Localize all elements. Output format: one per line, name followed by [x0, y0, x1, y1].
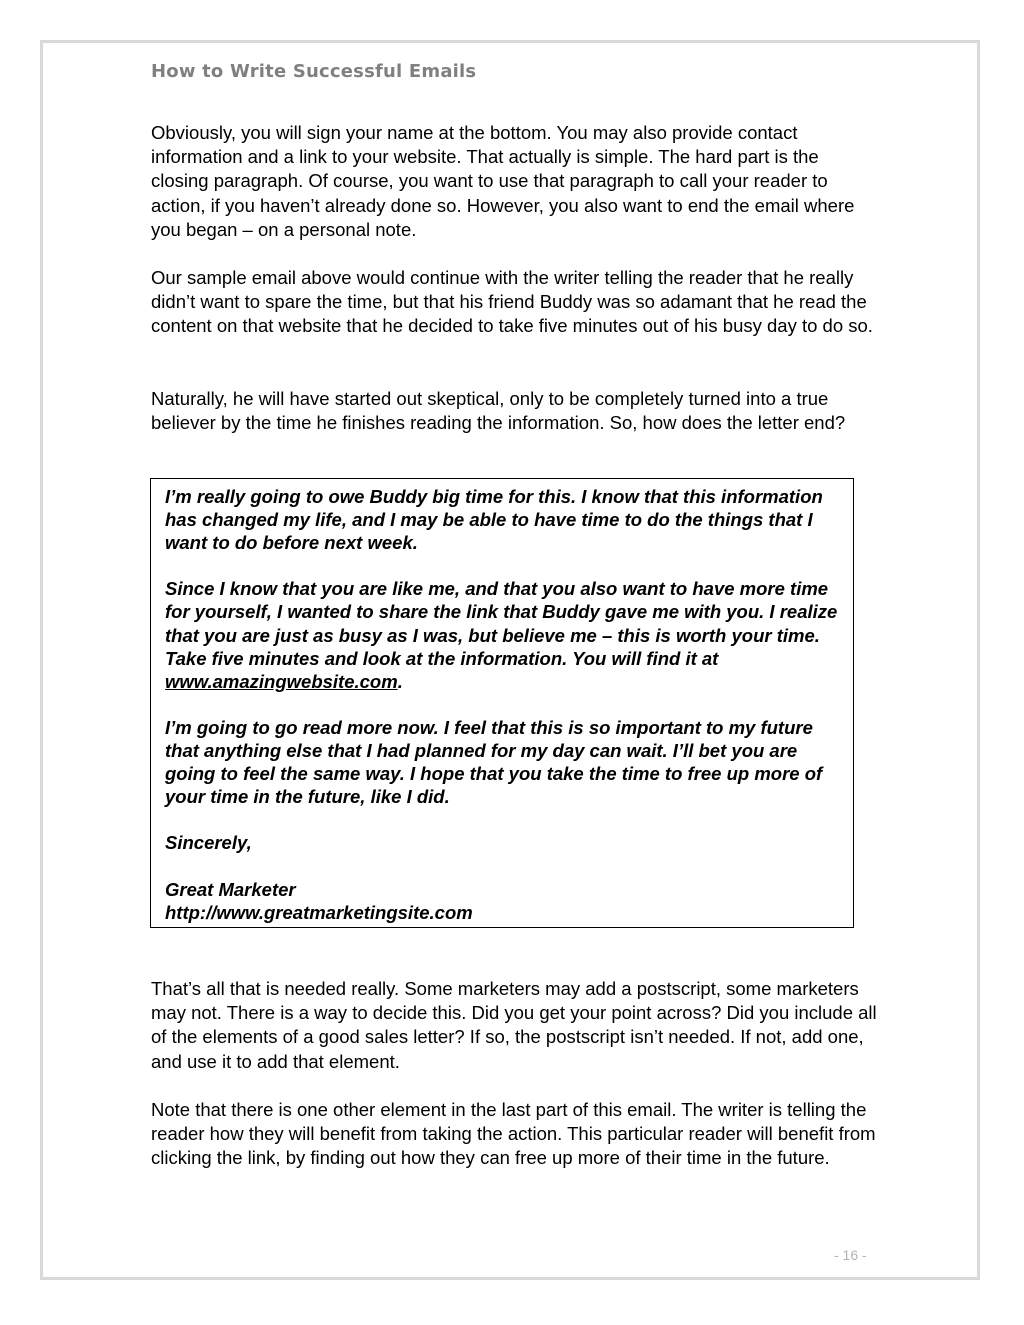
- body-paragraph-5: Note that there is one other element in the last part of this email. The writer is telling the reader how they will benefit from taking the action. This particular reader will benefit from clicking the link, by finding out how they can free up more of their time in the future.: [151, 1099, 876, 1169]
- body-paragraph-2: Our sample email above would continue with the writer telling the reader that he really didn’t want to spare the time, but that his friend Buddy was so adamant that he read the content on that website that he decided to take five minutes out of his busy day to do so.: [151, 267, 873, 337]
- body-paragraph-3: Naturally, he will have started out skeptical, only to be completely turned into a true believer by the time he finishes reading the information. So, how does the letter end?: [151, 388, 846, 434]
- letter-signature-name: Great Marketer: [165, 878, 296, 900]
- letter-paragraph-2: [165, 577, 841, 692]
- letter-paragraph-2-text: Since I know that you are like me, and that you also want to have more time for yourself, I wanted to share the link that Buddy gave me with you. I realize that you are just as busy as I was, but believe me – this is worth your time. Take five minutes and look at the information. You will find it at: [165, 578, 838, 669]
- sample-letter-box: [150, 478, 854, 928]
- letter-signature-url: http://www.greatmarketingsite.com: [165, 901, 473, 923]
- letter-paragraph-3: I’m going to go read more now. I feel that this is so important to my future that anything else that I had planned for my day can wait. I’ll bet you are going to feel the same way. I hope that you take the time to free up more of your time in the future, like I did.: [165, 716, 823, 808]
- body-paragraph-1: Obviously, you will sign your name at the bottom. You may also provide contact information and a link to your website. That actually is simple. The hard part is the closing paragraph. Of course, you want to use that paragraph to call your reader to action, if you haven’t already done so. However, you also want to end the email where you began – on a personal note.: [151, 122, 855, 240]
- page-header-title: How to Write Successful Emails: [151, 61, 477, 82]
- letter-paragraph-1: I’m really going to owe Buddy big time for this. I know that this information has changed my life, and I may be able to have time to do the things that I want to do before next week.: [165, 486, 823, 554]
- sample-letter-text: [165, 485, 841, 924]
- letter-paragraph-2-end: .: [397, 670, 403, 692]
- body-paragraph-4: That’s all that is needed really. Some marketers may add a postscript, some marketers may not. There is a way to decide this. Did you get your point across? Did you include all of the elements of a good sales letter? If so, the postscript isn’t needed. If not, add one, and use it to add that element.: [151, 978, 877, 1072]
- amazing-website-link[interactable]: www.amazingwebsite.com: [165, 670, 398, 692]
- page-number: - 16 -: [834, 1247, 867, 1263]
- letter-closing: Sincerely,: [165, 832, 252, 854]
